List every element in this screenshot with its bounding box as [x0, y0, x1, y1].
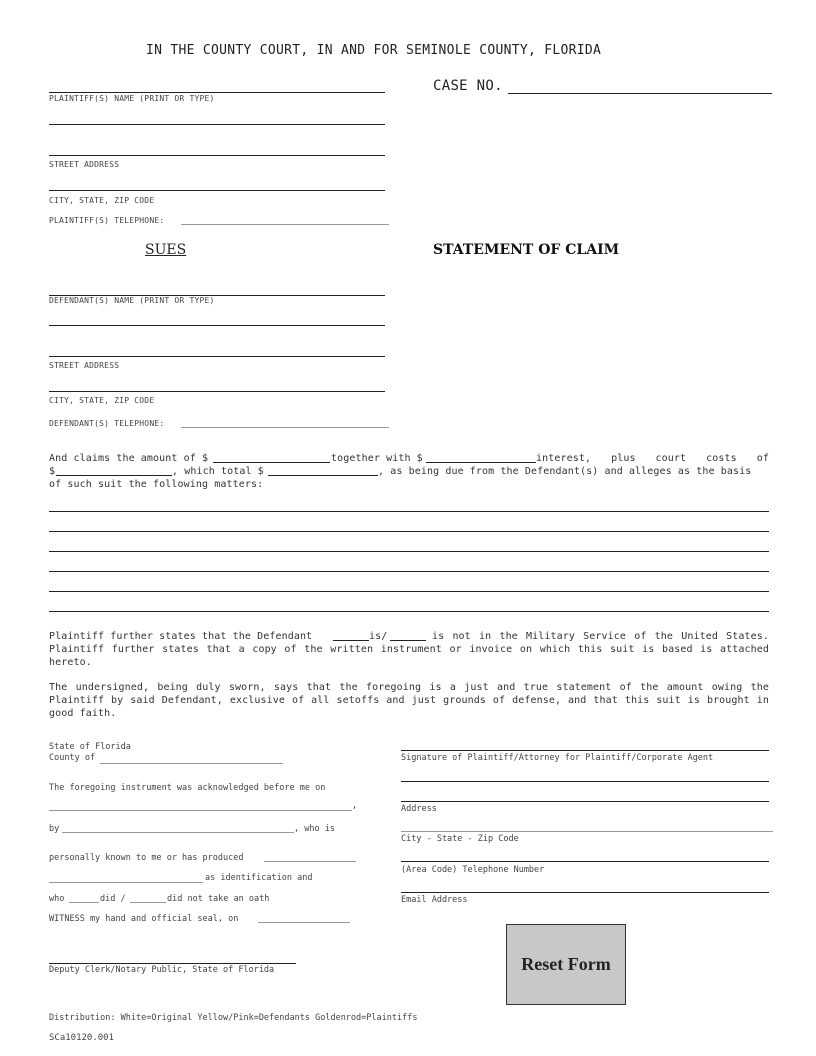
notary-comma: ,: [352, 801, 358, 811]
is-not-military-input[interactable]: [390, 628, 426, 644]
claim-text-1b: together with $: [331, 453, 423, 464]
notary-by-label: by: [49, 824, 60, 834]
defendant-telephone-line: [181, 427, 389, 428]
case-no-label: CASE NO.: [433, 78, 503, 94]
email-line: [401, 892, 769, 893]
military-text-c: Plaintiff further states that a copy of the written instrument or invoice on which this suit is based is attached hereto.: [49, 644, 769, 668]
email-label: Email Address: [401, 895, 468, 905]
matters-line-2-input[interactable]: [49, 515, 769, 531]
court-costs-line: [56, 475, 172, 476]
claim-text-1c: interest, plus court costs of: [536, 453, 769, 464]
notary-county-input[interactable]: [100, 747, 283, 763]
defendant-name-label: DEFENDANT(S) NAME (PRINT OR TYPE): [49, 296, 215, 305]
military-text-is: is/: [369, 631, 388, 642]
address-line-2: [401, 801, 769, 802]
plaintiff-name-line: [49, 92, 385, 93]
notary-witness-date-input[interactable]: [258, 906, 350, 922]
notary-identification-line: [49, 882, 203, 883]
plaintiff-city-line: [49, 190, 385, 191]
plaintiff-name-input[interactable]: [49, 75, 385, 91]
plaintiff-name-2-input[interactable]: [49, 107, 385, 123]
military-text-b: is not in the Military Service of the United States.: [432, 631, 769, 642]
notary-county-line: [100, 763, 283, 764]
claim-text-1a: And claims the amount of $: [49, 453, 209, 464]
defendant-street-label: STREET ADDRESS: [49, 361, 120, 370]
defendant-city-label: CITY, STATE, ZIP CODE: [49, 396, 155, 405]
is-military-line: [333, 640, 369, 641]
defendant-street-line: [49, 356, 385, 357]
military-text-a: Plaintiff further states that the Defendant: [49, 631, 313, 642]
notary-witness-date-line: [258, 922, 350, 923]
defendant-city-input[interactable]: [49, 375, 385, 391]
address-line-1: [401, 781, 769, 782]
notary-county-label: County of: [49, 753, 96, 763]
notary-did-line: [69, 902, 99, 903]
notary-date-line: [49, 810, 352, 811]
form-title: STATEMENT OF CLAIM: [433, 242, 620, 258]
address-label: Address: [401, 804, 437, 814]
is-military-input[interactable]: [333, 628, 369, 644]
city-state-zip-input[interactable]: [401, 815, 773, 831]
matters-line-6: [49, 611, 769, 612]
case-no-input[interactable]: [508, 77, 772, 93]
matters-line-6-input[interactable]: [49, 595, 769, 611]
defendant-name-2-input[interactable]: [49, 308, 385, 324]
signature-input[interactable]: [401, 733, 769, 749]
notary-did-not-oath: did not take an oath: [167, 894, 270, 904]
claim-text-2c: , as being due from the Defendant(s) and alleges as the basis: [378, 466, 752, 477]
notary-who-is: , who is: [294, 824, 335, 834]
defendant-telephone-input[interactable]: [181, 411, 389, 427]
total-amount-line: [268, 475, 378, 476]
defendant-name-2-line: [49, 325, 385, 326]
phone-line: [401, 861, 769, 862]
plaintiff-name-2-line: [49, 124, 385, 125]
matters-line-3: [49, 551, 769, 552]
matters-line-5: [49, 591, 769, 592]
oath-paragraph: The undersigned, being duly sworn, says that the foregoing is a just and true statement of the amount owing the Plaintiff by said Defendant, exclusive of all setoffs and just grounds of defense, and that this suit is brought in good faith.: [49, 682, 769, 719]
defendant-city-line: [49, 391, 385, 392]
city-state-zip-line: [401, 831, 773, 832]
signature-label: Signature of Plaintiff/Attorney for Plaintiff/Corporate Agent: [401, 753, 714, 763]
plaintiff-telephone-line: [181, 224, 389, 225]
matters-line-4: [49, 571, 769, 572]
notary-did-not-line: [130, 902, 166, 903]
email-input[interactable]: [401, 876, 769, 892]
plaintiff-telephone-input[interactable]: [181, 208, 389, 224]
plaintiff-telephone-label: PLAINTIFF(S) TELEPHONE:: [49, 216, 165, 225]
matters-line-3-input[interactable]: [49, 535, 769, 551]
defendant-telephone-label: DEFENDANT(S) TELEPHONE:: [49, 419, 165, 428]
phone-label: (Area Code) Telephone Number: [401, 865, 545, 875]
notary-acknowledged: The foregoing instrument was acknowledged before me on: [49, 783, 326, 793]
plaintiff-city-input[interactable]: [49, 174, 385, 190]
form-code: SCa10120.001: [49, 1033, 115, 1043]
notary-witness: WITNESS my hand and official seal, on: [49, 914, 239, 924]
case-no-line: [508, 93, 772, 94]
court-title: IN THE COUNTY COURT, IN AND FOR SEMINOLE COUNTY, FLORIDA: [146, 43, 602, 58]
distribution-text: Distribution: White=Original Yellow/Pink=Defendants Goldenrod=Plaintiffs: [49, 1013, 418, 1023]
matters-line-1: [49, 511, 769, 512]
reset-form-button[interactable]: Reset Form: [506, 924, 626, 1005]
defendant-name-input[interactable]: [49, 278, 385, 294]
plaintiff-street-line: [49, 155, 385, 156]
notary-as-identification: as identification and: [205, 873, 313, 883]
plaintiff-city-label: CITY, STATE, ZIP CODE: [49, 196, 155, 205]
notary-state: State of Florida: [49, 742, 131, 752]
address-input[interactable]: [401, 764, 769, 780]
deputy-clerk-line: [49, 963, 296, 964]
notary-did-label: did /: [100, 894, 126, 904]
matters-line-5-input[interactable]: [49, 575, 769, 591]
notary-produced-input[interactable]: [264, 845, 356, 861]
interest-amount-line: [426, 462, 536, 463]
notary-date-input[interactable]: [49, 794, 352, 810]
plaintiff-name-label: PLAINTIFF(S) NAME (PRINT OR TYPE): [49, 94, 215, 103]
phone-input[interactable]: [401, 845, 769, 861]
notary-personally-known: personally known to me or has produced: [49, 853, 244, 863]
address-2-input[interactable]: [401, 784, 769, 800]
matters-line-2: [49, 531, 769, 532]
claim-text-2a: $: [49, 466, 56, 477]
city-state-zip-label: City - State - Zip Code: [401, 834, 519, 844]
claim-text-2b: , which total $: [172, 466, 264, 477]
notary-who-label: who: [49, 894, 65, 904]
matters-line-1-input[interactable]: [49, 495, 769, 511]
notary-by-input[interactable]: [62, 816, 294, 832]
notary-by-line: [62, 832, 294, 833]
plaintiff-street-label: STREET ADDRESS: [49, 160, 120, 169]
claim-text-3: of such suit the following matters:: [49, 479, 264, 490]
notary-produced-line: [264, 861, 356, 862]
plaintiff-street-input[interactable]: [49, 139, 385, 155]
sues-label: SUES: [145, 242, 187, 258]
signature-line: [401, 750, 769, 751]
defendant-street-input[interactable]: [49, 340, 385, 356]
deputy-clerk-label: Deputy Clerk/Notary Public, State of Florida: [49, 965, 275, 975]
matters-line-4-input[interactable]: [49, 555, 769, 571]
is-not-military-line: [390, 640, 426, 641]
notary-identification-input[interactable]: [49, 866, 203, 882]
